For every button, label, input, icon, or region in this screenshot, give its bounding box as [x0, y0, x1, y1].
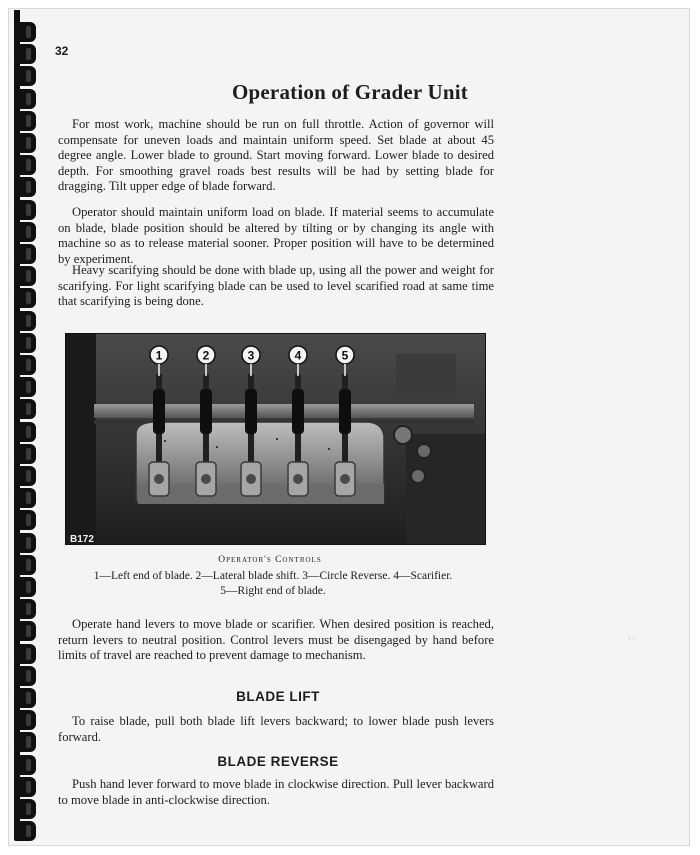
photo-code: B172: [70, 534, 94, 545]
figure-caption-line-2: 5—Right end of blade.: [220, 585, 326, 597]
callout-number: 2: [202, 348, 210, 363]
paragraph-blade-lift: To raise blade, pull both blade lift levers backward; to lower blade push levers forward.: [58, 714, 494, 744]
callout-number: 1: [155, 348, 163, 363]
binding-ring: [14, 311, 36, 331]
binding-ring: [14, 599, 36, 619]
binding-ring: [14, 266, 36, 286]
page-speck: · ·: [628, 634, 636, 643]
binding-ring: [14, 732, 36, 752]
binding-ring: [14, 111, 36, 131]
paragraph-scarifying: Heavy scarifying should be done with blade up, using all the power and weight for scarifying. For light scarifying blade can be used to level scarified road at same time that scarifying is being done.: [58, 263, 494, 309]
binding-ring: [14, 799, 36, 819]
binding-ring: [14, 621, 36, 641]
paragraph-hand-levers: Operate hand levers to move blade or scarifier. When desired position is reached, return levers to neutral position. Control levers must be disengaged by hand before limits of travel are reached to prevent damage to mechanism.: [58, 617, 494, 663]
binding-ring: [14, 444, 36, 464]
paragraph-blade-reverse: Push hand lever forward to move blade in clockwise direction. Pull lever backward to move blade in anti-clockwise direction.: [58, 777, 494, 807]
controls-illustration: [66, 334, 486, 545]
callout-number: 5: [341, 348, 349, 363]
binding-ring: [14, 710, 36, 730]
paragraph-full-throttle: For most work, machine should be run on full throttle. Action of governor will compensate for uneven loads and maintain uniform speed. Set blade at about 45 degree angle. Lower blade to ground. Start moving forward. Lower blade to desired depth. For smoothing gravel roads best results will be had by setting blade for dragging. Tilt upper edge of blade forward.: [58, 117, 494, 194]
binding-ring: [14, 244, 36, 264]
binding-ring: [14, 355, 36, 375]
binding-ring: [14, 133, 36, 153]
page-title: Operation of Grader Unit: [232, 80, 468, 104]
binding-ring: [14, 288, 36, 308]
spiral-binding: [14, 10, 54, 840]
binding-ring: [14, 222, 36, 242]
binding-ring: [14, 333, 36, 353]
binding-ring: [14, 399, 36, 419]
binding-ring: [14, 44, 36, 64]
figure-caption-line-1: 1—Left end of blade. 2—Lateral blade shift. 3—Circle Reverse. 4—Scarifier.: [93, 570, 453, 582]
page-number: 32: [55, 44, 69, 58]
binding-ring: [14, 200, 36, 220]
binding-ring: [14, 533, 36, 553]
binding-ring: [14, 666, 36, 686]
binding-ring: [14, 821, 36, 841]
binding-ring: [14, 777, 36, 797]
binding-ring: [14, 377, 36, 397]
heading-blade-reverse: BLADE REVERSE: [217, 754, 339, 769]
binding-ring: [14, 22, 36, 42]
figure-caption-title: Operator's Controls: [218, 555, 322, 565]
callout-number: 4: [294, 348, 302, 363]
operator-controls-photo: [65, 333, 486, 545]
binding-ring: [14, 644, 36, 664]
binding-ring: [14, 155, 36, 175]
heading-blade-lift: BLADE LIFT: [236, 689, 320, 704]
binding-ring: [14, 422, 36, 442]
binding-ring: [14, 466, 36, 486]
callout-number: 3: [247, 348, 255, 363]
binding-ring: [14, 510, 36, 530]
binding-ring: [14, 488, 36, 508]
paragraph-uniform-load: Operator should maintain uniform load on blade. If material seems to accumulate on blade, blade position should be altered by tilting or by changing its angle with machine so as to release material sooner. Proper position will have to be determined by experiment.: [58, 205, 494, 266]
binding-ring: [14, 177, 36, 197]
